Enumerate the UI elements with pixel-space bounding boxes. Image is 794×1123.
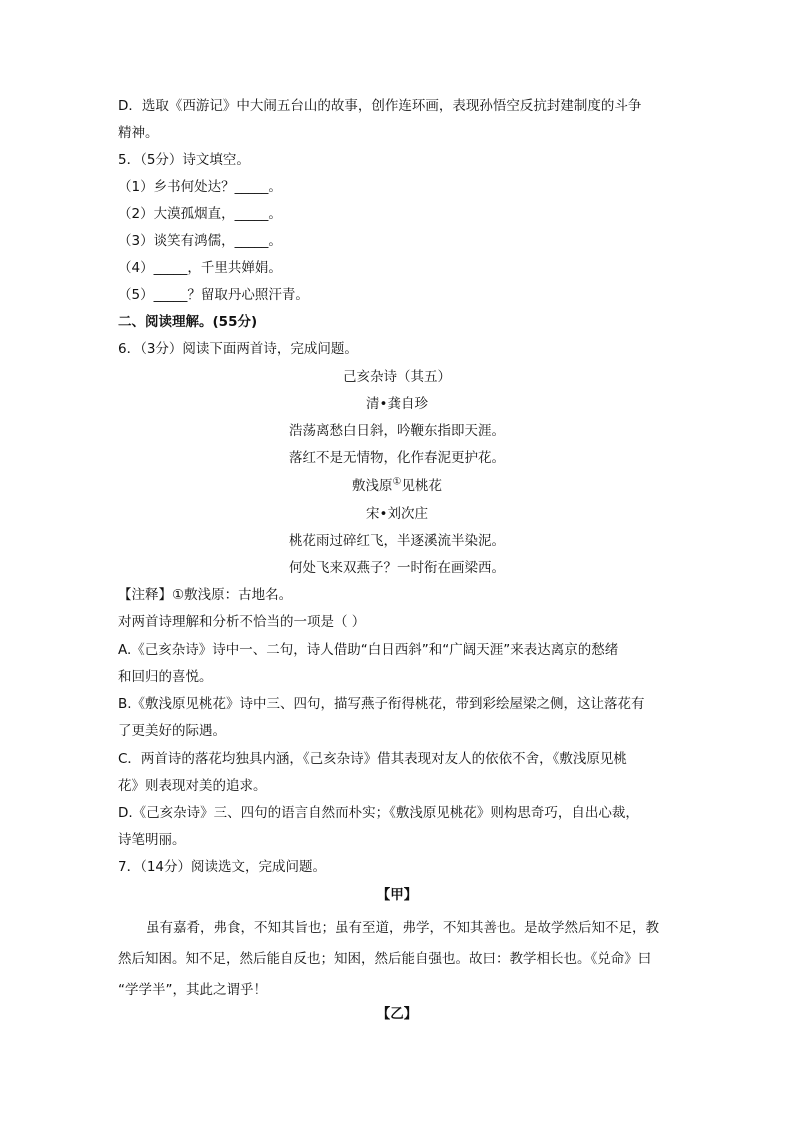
passage-jia-line1: 虽有嘉肴，弗食，不知其旨也；虽有至道，弗学，不知其善也。是故学然后知不足，教 (146, 920, 659, 936)
passage-jia-line2: 然后知困。知不足，然后能自反也；知困，然后能自强也。故曰：教学相长也。《兑命》曰 (118, 951, 652, 967)
q7-header: 7．（14分）阅读选文，完成问题。 (118, 859, 327, 875)
q4-option-d-line1: D．选取《西游记》中大闹五台山的故事，创作连环画，表现孙悟空反抗封建制度的斗争 (118, 98, 642, 114)
q5-item-3: （3）谈笑有鸿儒，_____。 (118, 233, 282, 249)
q6-option-c-line1: C．两首诗的落花均独具内涵，《己亥杂诗》借其表现对友人的依依不舍，《敷浅原见桃 (118, 751, 627, 767)
q6-option-b-line1: B.《敷浅原见桃花》诗中三、四句，描写燕子衔得桃花，带到彩绘屋梁之侧，这让落花有 (118, 696, 645, 712)
section-title: 二、阅读理解。(55分) (118, 314, 258, 330)
q6-question: 对两首诗理解和分析不恰当的一项是（ ） (118, 614, 366, 630)
poem2-author: 宋•刘次庄 (366, 506, 428, 522)
q5-item-1: （1）乡书何处达？_____。 (118, 179, 282, 195)
q5-item-4: （4）_____，千里共婵娟。 (118, 260, 282, 276)
passage-jia-line3: “学学半”，其此之谓乎！ (118, 982, 267, 998)
q5-item-5: （5）_____？留取丹心照汗青。 (118, 287, 309, 303)
q5-item-2: （2）大漠孤烟直，_____。 (118, 206, 282, 222)
q6-option-a-line2: 和回归的喜悦。 (118, 669, 213, 685)
passage-jia-title: 【甲】 (376, 887, 418, 903)
q6-option-c-line2: 花》则表现对美的追求。 (118, 778, 267, 794)
poem2-line1: 桃花雨过碎红飞，半逐溪流半染泥。 (289, 533, 505, 549)
passage-yi-title: 【乙】 (376, 1006, 418, 1022)
q4-option-d-line2: 精神。 (118, 125, 159, 141)
q5-header: 5．（5分）诗文填空。 (118, 152, 250, 168)
footnote-marker: ① (392, 476, 402, 488)
poem1-title: 己亥杂诗（其五） (343, 369, 451, 385)
poem1-author: 清•龚自珍 (366, 396, 428, 412)
poem1-line1: 浩荡离愁白日斜，吟鞭东指即天涯。 (289, 423, 505, 439)
q6-header: 6．（3分）阅读下面两首诗，完成问题。 (118, 341, 358, 357)
q6-option-b-line2: 了更美好的际遇。 (118, 723, 226, 739)
poem2-title-pre: 敷浅原 (352, 478, 393, 494)
poem2-title (0, 477, 794, 495)
q6-option-d-line2: 诗笔明丽。 (118, 832, 186, 848)
poem2-title-post: 见桃花 (401, 478, 442, 494)
poem2-line2: 何处飞来双燕子？一时衔在画梁西。 (289, 560, 505, 576)
q6-option-d-line1: D.《己亥杂诗》三、四句的语言自然而朴实；《敷浅原见桃花》则构思奇巧，自出心裁， (118, 805, 639, 821)
poem1-line2: 落红不是无情物，化作春泥更护花。 (289, 450, 505, 466)
q6-note: 【注释】①敷浅原：古地名。 (118, 587, 293, 603)
q6-option-a-line1: A.《己亥杂诗》诗中一、二句，诗人借助“白日西斜”和“广阔天涯”来表达离京的愁绪 (118, 642, 619, 658)
